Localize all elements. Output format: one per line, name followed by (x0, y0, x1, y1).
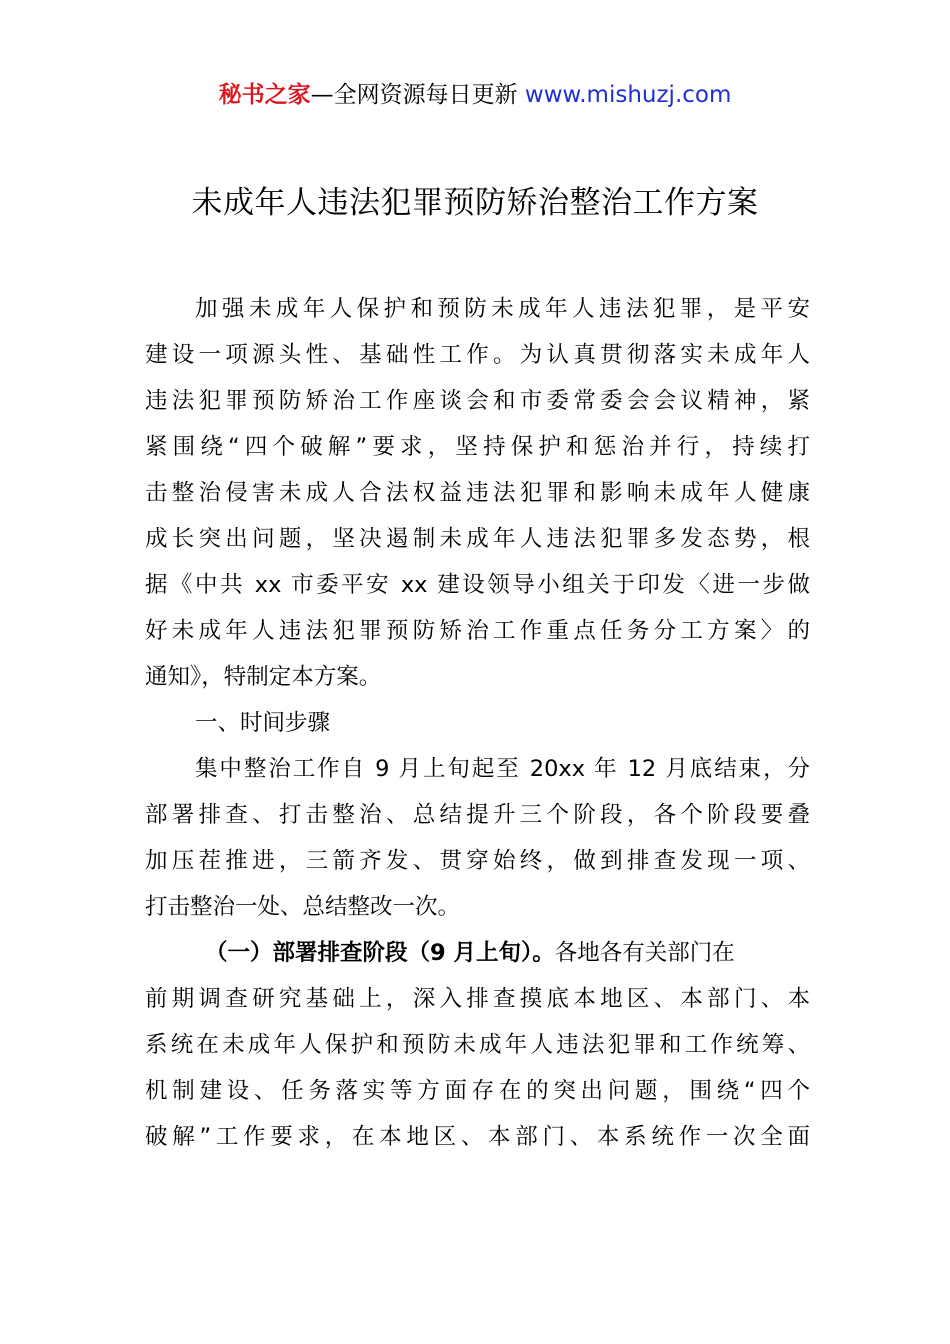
phase-first-text: 各地各有关部门在 (554, 940, 735, 966)
paragraph-line: 据《中共 xx 市委平安 xx 建设领导小组关于印发〈进一步做 (145, 572, 810, 598)
header-tagline: —全网资源每日更新 (310, 82, 525, 108)
site-header (0, 80, 950, 110)
paragraph-line: 违法犯罪预防矫治工作座谈会和市委常委会会议精神，紧 (145, 388, 810, 414)
phase-first-line (145, 930, 810, 976)
paragraph-line: 建设一项源头性、基础性工作。为认真贯彻落实未成年人 (145, 342, 810, 368)
paragraph-line: 部署排查、打击整治、总结提升三个阶段，各个阶段要叠 (145, 802, 810, 828)
paragraph-line: 破解”工作要求，在本地区、本部门、本系统作一次全面 (145, 1124, 810, 1150)
paragraph-line: 击整治侵害未成人合法权益违法犯罪和影响未成年人健康 (145, 480, 810, 506)
paragraph-line: 加强未成年人保护和预防未成年人违法犯罪，是平安 (195, 296, 810, 322)
paragraph-line: 通知》，特制定本方案。 (145, 664, 382, 690)
section-heading: 一、时间步骤 (195, 710, 331, 736)
brand-name: 秘书之家 (218, 82, 311, 108)
site-url-link[interactable]: www.mishuzj.com (524, 82, 732, 108)
document-title: 未成年人违法犯罪预防矫治整治工作方案 (191, 185, 759, 221)
paragraph-line: 打击整治一处、总结整改一次。 (145, 894, 461, 920)
paragraph-line: 成长突出问题，坚决遏制未成年人违法犯罪多发态势，根 (145, 526, 810, 552)
paragraph-line: 集中整治工作自 9 月上旬起至 20xx 年 12 月底结束，分 (195, 756, 810, 782)
document-body (145, 286, 810, 1160)
paragraph-line: 前期调查研究基础上，深入排查摸底本地区、本部门、本 (145, 986, 810, 1012)
paragraph-line: 加压茬推进，三箭齐发、贯穿始终，做到排查发现一项、 (145, 848, 810, 874)
paragraph-line: 机制建设、任务落实等方面存在的突出问题，围绕“四个 (145, 1078, 810, 1104)
phase-heading: （一）部署排查阶段（9 月上旬）。 (205, 940, 555, 966)
paragraph-line: 系统在未成年人保护和预防未成年人违法犯罪和工作统筹、 (145, 1032, 810, 1058)
paragraph-line: 好未成年人违法犯罪预防矫治工作重点任务分工方案〉的 (145, 618, 810, 644)
paragraph-line: 紧围绕“四个破解”要求，坚持保护和惩治并行，持续打 (145, 434, 810, 460)
